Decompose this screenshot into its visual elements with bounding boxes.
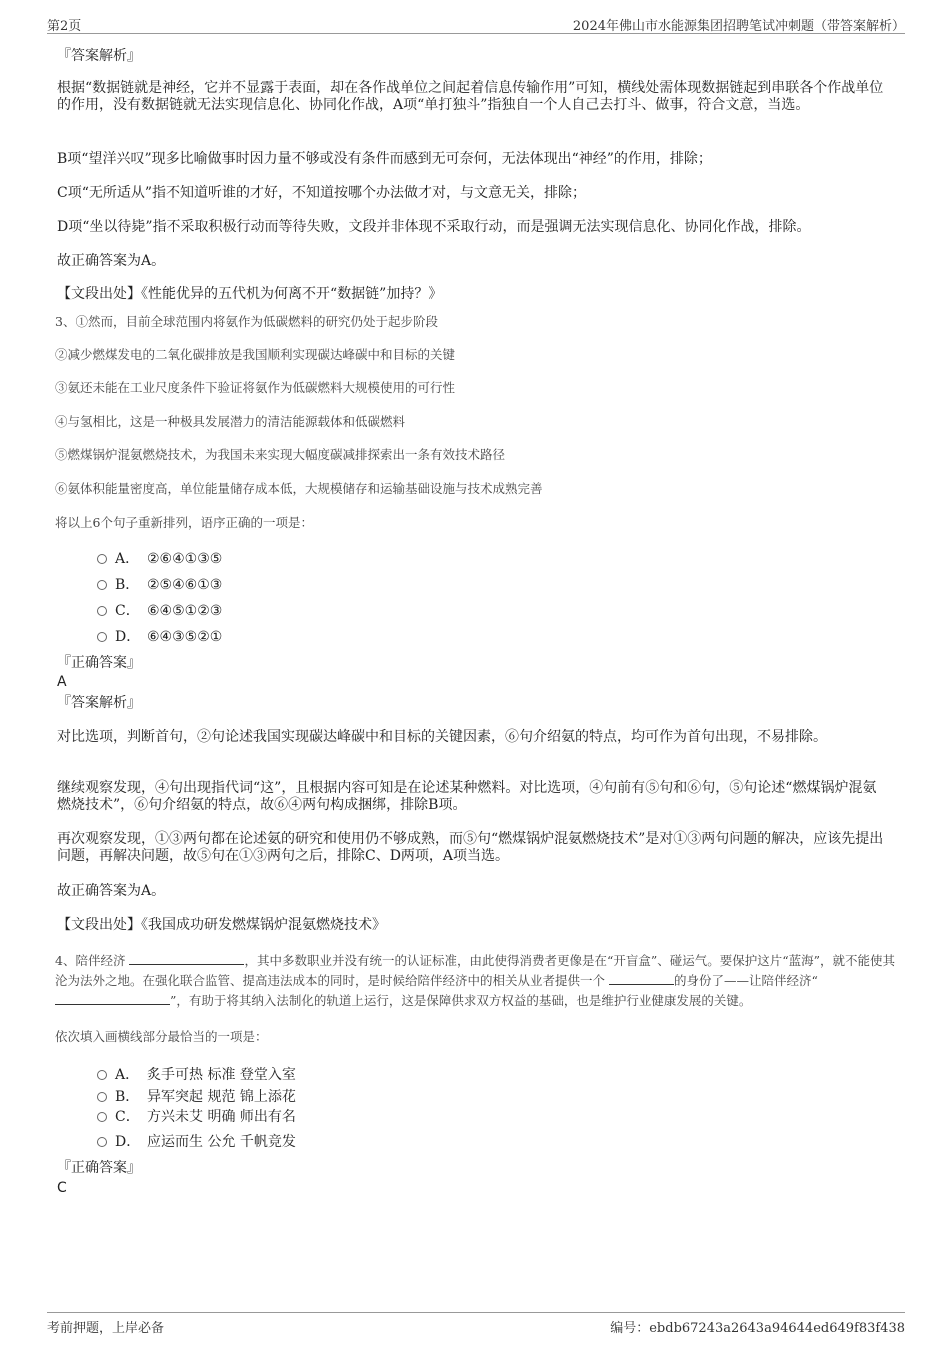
q3-prompt: 将以上6个句子重新排列，语序正确的一项是： xyxy=(55,515,313,530)
fill-blank-1[interactable] xyxy=(129,952,244,965)
q4-prompt: 依次填入画横线部分最恰当的一项是： xyxy=(55,1029,268,1044)
q3-analysis-p1: 对比选项，判断首句，②句论述我国实现碳达峰碳中和目标的关键因素，⑥句介绍氨的特点，均可作为首句出现，不易排除。 xyxy=(57,729,827,745)
radio-icon[interactable] xyxy=(97,580,107,590)
footer-slogan: 考前押题，上岸必备 xyxy=(47,1321,165,1336)
q3-analysis-p3: 再次观察发现，①③两句都在论述氨的研究和使用仍不够成熟，而⑤句“燃煤锅炉混氨燃烧技术”是对①③两句问题的解决，应该先提出问题，再解决问题，故⑤句在①③两句之后，排除C、D两项，A项当选。 xyxy=(57,831,884,864)
q3-option-c[interactable]: C． ⑥④⑤①②③ xyxy=(97,602,222,620)
q3-correct-label: 『正确答案』 xyxy=(57,655,141,671)
q2-analysis-p3: C项“无所适从”指不知道听谁的才好，不知道按哪个办法做才对，与文意无关，排除； xyxy=(57,185,587,201)
q3-source: 【文段出处】《我国成功研发燃煤锅炉混氨燃烧技术》 xyxy=(57,917,386,933)
q3-option-b[interactable]: B． ②⑤④⑥①③ xyxy=(97,576,222,594)
q4-correct-label: 『正确答案』 xyxy=(57,1160,141,1176)
radio-icon[interactable] xyxy=(97,632,107,642)
q4-option-a[interactable]: A． 炙手可热 标准 登堂入室 xyxy=(97,1066,296,1084)
q3-sentence-5: ⑤燃煤锅炉混氨燃烧技术，为我国未来实现大幅度碳减排探索出一条有效技术路径 xyxy=(55,447,506,462)
page-footer xyxy=(47,1312,905,1335)
q4-option-b[interactable]: B． 异军突起 规范 锦上添花 xyxy=(97,1088,296,1106)
q3-conclusion: 故正确答案为A。 xyxy=(57,883,166,899)
q2-analysis-label: 『答案解析』 xyxy=(57,48,141,64)
q3-sentence-1: 3、①然而，目前全球范围内将氨作为低碳燃料的研究仍处于起步阶段 xyxy=(55,314,438,329)
fill-blank-2[interactable] xyxy=(609,972,674,985)
fill-blank-3[interactable] xyxy=(55,992,170,1005)
q3-option-a[interactable]: A． ②⑥④①③⑤ xyxy=(97,550,222,568)
document-id: 编号：ebdb67243a2643a94644ed649f83f438 xyxy=(610,1321,905,1336)
q2-analysis-p2: B项“望洋兴叹”现多比喻做事时因力量不够或没有条件而感到无可奈何，无法体现出“神经”的作用，排除； xyxy=(57,151,712,167)
q2-analysis-p1: 根据“数据链就是神经，它并不显露于表面，却在各作战单位之间起着信息传输作用”可知，横线处需体现数据链起到串联各个作战单位的作用，没有数据链就无法实现信息化、协同化作战，A项“单打独斗”指独自一个人自己去打斗、做事，符合文意，当选。 xyxy=(57,80,884,113)
q3-sentence-3: ③氨还未能在工业尺度条件下验证将氨作为低碳燃料大规模使用的可行性 xyxy=(55,380,456,395)
q4-correct-answer: C xyxy=(57,1180,67,1196)
radio-icon[interactable] xyxy=(97,1092,107,1102)
radio-icon[interactable] xyxy=(97,554,107,564)
radio-icon[interactable] xyxy=(97,1137,107,1147)
q3-correct-answer: A xyxy=(57,674,67,690)
q3-sentence-4: ④与氢相比，这是一种极具发展潜力的清洁能源载体和低碳燃料 xyxy=(55,414,406,429)
q3-sentence-6: ⑥氨体积能量密度高，单位能量储存成本低，大规模储存和运输基础设施与技术成熟完善 xyxy=(55,481,543,496)
radio-icon[interactable] xyxy=(97,606,107,616)
q4-option-c[interactable]: C． 方兴未艾 明确 师出有名 xyxy=(97,1108,296,1126)
q4-stem: 4、陪伴经济 ，其中多数职业并没有统一的认证标准，由此使得消费者更像是在“开盲盒”、碰运气。要保护这片“蓝海”，就不能使其沦为法外之地。在强化联合监管、提高违法成本的同时，是时候给陪伴经济中的相关从业者提供一个 的身份了——让陪伴经济“ ”，有助于将其纳入法制化的轨道上运行，这是保障供求双方权益的基础，也是维护行业健康发展的关键。 xyxy=(55,953,896,1008)
q2-analysis-p4: D项“坐以待毙”指不采取积极行动而等待失败，文段并非体现不采取行动，而是强调无法实现信息化、协同化作战，排除。 xyxy=(57,219,811,235)
q2-source: 【文段出处】《性能优异的五代机为何离不开“数据链”加持？》 xyxy=(57,286,443,302)
radio-icon[interactable] xyxy=(97,1070,107,1080)
q3-analysis-label: 『答案解析』 xyxy=(57,695,141,711)
q2-conclusion: 故正确答案为A。 xyxy=(57,253,166,269)
page-number: 第2页 xyxy=(47,19,82,34)
radio-icon[interactable] xyxy=(97,1112,107,1122)
document-title: 2024年佛山市水能源集团招聘笔试冲刺题（带答案解析） xyxy=(572,19,905,34)
q3-analysis-p2: 继续观察发现，④句出现指代词“这”，且根据内容可知是在论述某种燃料。对比选项，④句前有⑤句和⑥句，⑤句论述“燃煤锅炉混氨燃烧技术”，⑥句介绍氨的特点，故⑥④两句构成捆绑，排除B项。 xyxy=(57,780,877,813)
q4-option-d[interactable]: D． 应运而生 公允 千帆竞发 xyxy=(97,1133,296,1151)
q3-sentence-2: ②减少燃煤发电的二氧化碳排放是我国顺利实现碳达峰碳中和目标的关键 xyxy=(55,347,456,362)
page-header xyxy=(47,13,905,34)
q3-option-d[interactable]: D． ⑥④③⑤②① xyxy=(97,628,222,646)
